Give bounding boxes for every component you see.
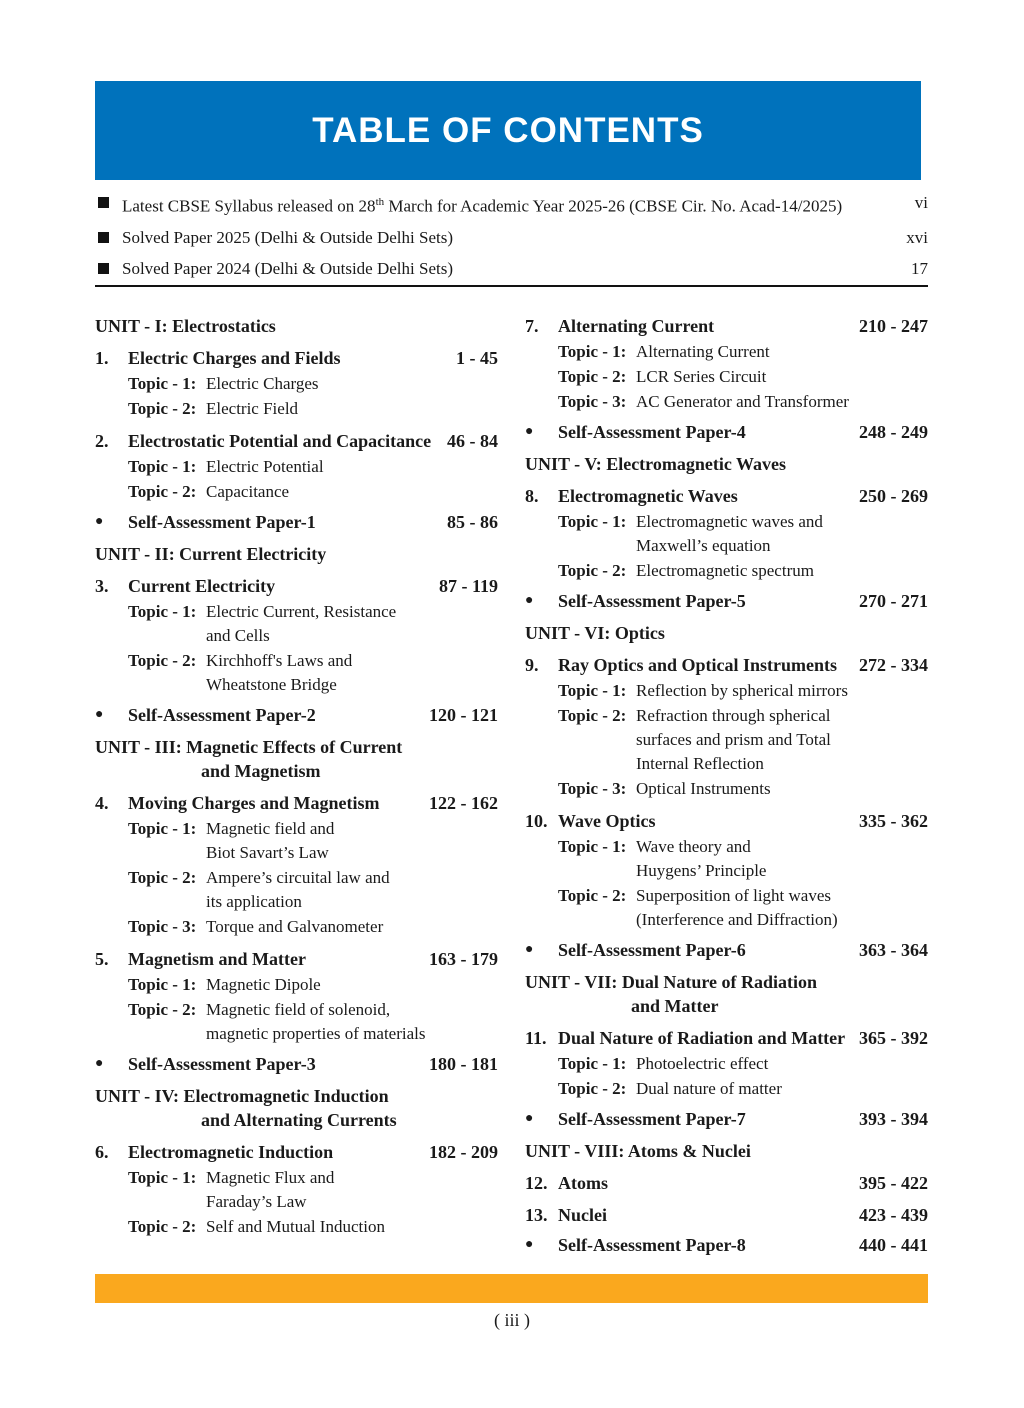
topic-text bbox=[206, 372, 498, 396]
chapter-page-range: 335 - 362 bbox=[859, 811, 928, 831]
chapter-title: Nuclei bbox=[558, 1205, 607, 1225]
self-assessment-page-range: 393 - 394 bbox=[859, 1109, 928, 1129]
topic-text bbox=[636, 510, 928, 558]
front-matter-item bbox=[95, 258, 928, 279]
topic-text-line: Wheatstone Bridge bbox=[206, 675, 337, 694]
topic-label: Topic - 1: bbox=[558, 1054, 627, 1073]
topic-row bbox=[525, 390, 928, 414]
topic-text-line: Magnetic Dipole bbox=[206, 975, 321, 994]
topic-text bbox=[206, 915, 498, 939]
topic-row bbox=[525, 1052, 928, 1076]
topic-text-line: Magnetic field of solenoid, bbox=[206, 1000, 391, 1019]
chapter-page-range: 395 - 422 bbox=[859, 1173, 928, 1193]
topic-row bbox=[95, 1215, 498, 1239]
topic-text-line: AC Generator and Transformer bbox=[636, 392, 849, 411]
unit-heading bbox=[95, 1084, 498, 1132]
topic-text-line: Dual nature of matter bbox=[636, 1079, 782, 1098]
topic-text bbox=[636, 777, 928, 801]
topic-text-line: Reflection by spherical mirrors bbox=[636, 681, 848, 700]
chapter-title: Electrostatic Potential and Capacitance bbox=[128, 431, 432, 451]
topic-row bbox=[525, 835, 928, 883]
topic-row bbox=[525, 365, 928, 389]
topic-text-line: Alternating Current bbox=[636, 342, 770, 361]
chapter-number: 11. bbox=[525, 1028, 547, 1048]
topic-text-line: Electric Potential bbox=[206, 457, 324, 476]
topic-row bbox=[95, 455, 498, 479]
topic-text bbox=[636, 365, 928, 389]
topic-row bbox=[95, 372, 498, 396]
topic-label: Topic - 2: bbox=[558, 367, 627, 386]
topic-text bbox=[636, 704, 928, 776]
topic-label: Topic - 1: bbox=[558, 681, 627, 700]
unit-heading-line: UNIT - II: Current Electricity bbox=[95, 544, 327, 564]
page-title: TABLE OF CONTENTS bbox=[312, 110, 704, 150]
topic-text-line: Torque and Galvanometer bbox=[206, 917, 384, 936]
front-matter-page: vi bbox=[914, 193, 928, 212]
superscript-text: th bbox=[375, 196, 385, 208]
front-matter-text: Latest CBSE Syllabus released on 28 bbox=[122, 196, 376, 216]
toc-right-column bbox=[525, 306, 928, 1259]
topic-text bbox=[636, 1052, 928, 1076]
unit-heading-line: UNIT - III: Magnetic Effects of Current bbox=[95, 737, 403, 757]
topic-text bbox=[636, 390, 928, 414]
topic-text-line: (Interference and Diffraction) bbox=[636, 910, 838, 929]
circle-bullet-icon: ● bbox=[525, 593, 534, 608]
chapter-row bbox=[525, 484, 928, 508]
square-bullet-icon bbox=[98, 263, 109, 274]
unit-heading-line: UNIT - V: Electromagnetic Waves bbox=[525, 454, 786, 474]
topic-label: Topic - 2: bbox=[558, 706, 627, 725]
front-matter-label bbox=[122, 258, 911, 279]
unit-heading-line: UNIT - I: Electrostatics bbox=[95, 316, 276, 336]
self-assessment-row bbox=[525, 938, 928, 962]
circle-bullet-icon: ● bbox=[525, 1111, 534, 1126]
self-assessment-title: Self-Assessment Paper-4 bbox=[558, 422, 746, 442]
topic-label: Topic - 3: bbox=[558, 779, 627, 798]
topic-text-line: Magnetic field and bbox=[206, 819, 335, 838]
self-assessment-row bbox=[95, 1052, 498, 1076]
topic-text-line: Internal Reflection bbox=[636, 754, 764, 773]
chapter-number: 9. bbox=[525, 655, 539, 675]
unit-heading bbox=[525, 621, 928, 645]
topic-text-line: Magnetic Flux and bbox=[206, 1168, 335, 1187]
self-assessment-row bbox=[525, 1107, 928, 1131]
self-assessment-title: Self-Assessment Paper-5 bbox=[558, 591, 746, 611]
topic-label: Topic - 1: bbox=[558, 512, 627, 531]
topic-text bbox=[206, 455, 498, 479]
divider-rule bbox=[95, 285, 928, 287]
unit-heading-line: UNIT - VI: Optics bbox=[525, 623, 665, 643]
chapter-number: 13. bbox=[525, 1205, 548, 1225]
chapter-page-range: 210 - 247 bbox=[859, 316, 928, 336]
topic-text-line: Self and Mutual Induction bbox=[206, 1217, 385, 1236]
topic-row bbox=[525, 1077, 928, 1101]
toc-left-column bbox=[95, 306, 498, 1259]
chapter-title: Electromagnetic Induction bbox=[128, 1142, 334, 1162]
circle-bullet-icon: ● bbox=[95, 514, 104, 529]
topic-label: Topic - 2: bbox=[128, 399, 197, 418]
self-assessment-title: Self-Assessment Paper-6 bbox=[558, 940, 746, 960]
topic-label: Topic - 1: bbox=[128, 457, 197, 476]
topic-row bbox=[95, 1166, 498, 1214]
topic-text bbox=[206, 973, 498, 997]
topic-label: Topic - 2: bbox=[128, 651, 197, 670]
chapter-number: 12. bbox=[525, 1173, 548, 1193]
topic-text-line: and Cells bbox=[206, 626, 270, 645]
topic-text-line: Electromagnetic spectrum bbox=[636, 561, 814, 580]
page-number: ( iii ) bbox=[494, 1310, 530, 1330]
front-matter-label bbox=[122, 192, 915, 217]
chapter-row bbox=[525, 314, 928, 338]
topic-row bbox=[525, 777, 928, 801]
unit-heading bbox=[95, 314, 498, 338]
chapter-page-range: 272 - 334 bbox=[859, 655, 928, 675]
chapter-page-range: 163 - 179 bbox=[429, 949, 498, 969]
topic-text bbox=[636, 679, 928, 703]
topic-row bbox=[95, 866, 498, 914]
topic-text-line: Electric Current, Resistance bbox=[206, 602, 397, 621]
topic-row bbox=[525, 704, 928, 776]
self-assessment-row bbox=[525, 589, 928, 613]
front-matter-text: Solved Paper 2024 (Delhi & Outside Delhi Sets) bbox=[122, 258, 453, 278]
unit-heading bbox=[95, 735, 498, 783]
self-assessment-row bbox=[525, 420, 928, 444]
topic-label: Topic - 2: bbox=[558, 561, 627, 580]
topic-label: Topic - 1: bbox=[558, 342, 627, 361]
unit-heading bbox=[525, 452, 928, 476]
front-matter-label bbox=[122, 227, 906, 248]
self-assessment-title: Self-Assessment Paper-3 bbox=[128, 1054, 316, 1074]
chapter-page-range: 122 - 162 bbox=[429, 793, 498, 813]
self-assessment-page-range: 363 - 364 bbox=[859, 940, 928, 960]
chapter-page-range: 250 - 269 bbox=[859, 486, 928, 506]
chapter-number: 6. bbox=[95, 1142, 109, 1162]
topic-label: Topic - 2: bbox=[558, 1079, 627, 1098]
self-assessment-page-range: 270 - 271 bbox=[859, 591, 928, 611]
topic-label: Topic - 3: bbox=[558, 392, 627, 411]
topic-label: Topic - 2: bbox=[128, 1000, 197, 1019]
chapter-number: 4. bbox=[95, 793, 109, 813]
self-assessment-row bbox=[95, 510, 498, 534]
chapter-page-range: 87 - 119 bbox=[438, 576, 498, 596]
chapter-page-range: 1 - 45 bbox=[456, 348, 498, 368]
chapter-title: Electric Charges and Fields bbox=[128, 348, 341, 368]
topic-text-line: Photoelectric effect bbox=[636, 1054, 769, 1073]
front-matter-page: xvi bbox=[906, 227, 928, 247]
topic-text bbox=[206, 817, 498, 865]
chapter-row bbox=[525, 1171, 928, 1195]
topic-label: Topic - 1: bbox=[128, 975, 197, 994]
topic-text-line: Huygens’ Principle bbox=[636, 861, 767, 880]
unit-heading-line: UNIT - VIII: Atoms & Nuclei bbox=[525, 1141, 751, 1161]
topic-row bbox=[95, 817, 498, 865]
unit-heading-line: UNIT - VII: Dual Nature of Radiation bbox=[525, 972, 818, 992]
topic-text-line: Refraction through spherical bbox=[636, 706, 831, 725]
topic-label: Topic - 3: bbox=[128, 917, 197, 936]
chapter-row bbox=[95, 791, 498, 815]
chapter-row bbox=[95, 947, 498, 971]
topic-text-line: surfaces and prism and Total bbox=[636, 730, 831, 749]
chapter-title: Electromagnetic Waves bbox=[558, 486, 738, 506]
topic-text-line: Optical Instruments bbox=[636, 779, 771, 798]
topic-text bbox=[206, 866, 498, 914]
topic-text-line: LCR Series Circuit bbox=[636, 367, 767, 386]
front-matter-text: Solved Paper 2025 (Delhi & Outside Delhi Sets) bbox=[122, 227, 453, 247]
topic-text-line: Kirchhoff's Laws and bbox=[206, 651, 353, 670]
square-bullet-icon bbox=[98, 197, 109, 208]
topic-label: Topic - 2: bbox=[128, 482, 197, 501]
header-banner bbox=[95, 81, 921, 180]
topic-row bbox=[95, 915, 498, 939]
self-assessment-page-range: 180 - 181 bbox=[429, 1054, 498, 1074]
toc-columns bbox=[95, 306, 928, 1259]
topic-row bbox=[95, 973, 498, 997]
unit-heading-line: UNIT - IV: Electromagnetic Induction bbox=[95, 1086, 389, 1106]
topic-text-line: Electric Field bbox=[206, 399, 299, 418]
self-assessment-row bbox=[525, 1233, 928, 1257]
topic-text bbox=[636, 559, 928, 583]
chapter-page-range: 423 - 439 bbox=[859, 1205, 928, 1225]
topic-label: Topic - 1: bbox=[128, 1168, 197, 1187]
chapter-row bbox=[525, 653, 928, 677]
topic-row bbox=[95, 998, 498, 1046]
chapter-title: Dual Nature of Radiation and Matter bbox=[558, 1028, 846, 1048]
topic-label: Topic - 1: bbox=[128, 819, 197, 838]
topic-text bbox=[206, 1215, 498, 1239]
unit-heading-line: and Alternating Currents bbox=[201, 1110, 397, 1130]
front-matter-list bbox=[95, 192, 928, 289]
unit-heading bbox=[95, 542, 498, 566]
topic-row bbox=[95, 649, 498, 697]
topic-text bbox=[206, 480, 498, 504]
topic-text bbox=[636, 884, 928, 932]
topic-text bbox=[206, 397, 498, 421]
chapter-row bbox=[95, 429, 498, 453]
chapter-row bbox=[525, 809, 928, 833]
circle-bullet-icon: ● bbox=[95, 1056, 104, 1071]
topic-text-line: Wave theory and bbox=[636, 837, 751, 856]
topic-text bbox=[206, 649, 498, 697]
topic-label: Topic - 2: bbox=[128, 1217, 197, 1236]
chapter-page-range: 182 - 209 bbox=[429, 1142, 498, 1162]
topic-text-line: its application bbox=[206, 892, 302, 911]
square-bullet-icon bbox=[98, 232, 109, 243]
chapter-number: 7. bbox=[525, 316, 539, 336]
self-assessment-page-range: 120 - 121 bbox=[429, 705, 498, 725]
topic-text-line: Faraday’s Law bbox=[206, 1192, 307, 1211]
circle-bullet-icon: ● bbox=[95, 707, 104, 722]
topic-row bbox=[525, 884, 928, 932]
chapter-title: Current Electricity bbox=[128, 576, 276, 596]
topic-label: Topic - 1: bbox=[558, 837, 627, 856]
footer-bar bbox=[95, 1274, 928, 1303]
topic-row bbox=[95, 397, 498, 421]
chapter-page-range: 365 - 392 bbox=[859, 1028, 928, 1048]
self-assessment-title: Self-Assessment Paper-1 bbox=[128, 512, 316, 532]
self-assessment-page-range: 85 - 86 bbox=[447, 512, 498, 532]
topic-text bbox=[636, 340, 928, 364]
chapter-title: Magnetism and Matter bbox=[128, 949, 306, 969]
topic-label: Topic - 1: bbox=[128, 602, 197, 621]
chapter-row bbox=[525, 1203, 928, 1227]
chapter-number: 5. bbox=[95, 949, 109, 969]
chapter-title: Moving Charges and Magnetism bbox=[128, 793, 380, 813]
chapter-number: 10. bbox=[525, 811, 548, 831]
chapter-title: Alternating Current bbox=[558, 316, 715, 336]
topic-label: Topic - 1: bbox=[128, 374, 197, 393]
topic-row bbox=[525, 340, 928, 364]
front-matter-page: 17 bbox=[911, 258, 928, 278]
topic-text bbox=[206, 1166, 498, 1214]
topic-text-line: Electromagnetic waves and bbox=[636, 512, 823, 531]
unit-heading-line: and Magnetism bbox=[201, 761, 321, 781]
chapter-number: 1. bbox=[95, 348, 109, 368]
self-assessment-page-range: 440 - 441 bbox=[859, 1235, 928, 1255]
chapter-row bbox=[95, 346, 498, 370]
topic-label: Topic - 2: bbox=[558, 886, 627, 905]
front-matter-text: March for Academic Year 2025-26 (CBSE Cir. No. Acad-14/2025) bbox=[384, 196, 843, 216]
unit-heading bbox=[525, 1139, 928, 1163]
topic-text-line: Electric Charges bbox=[206, 374, 319, 393]
chapter-page-range: 46 - 84 bbox=[447, 431, 498, 451]
topic-row bbox=[95, 480, 498, 504]
chapter-row bbox=[525, 1026, 928, 1050]
chapter-number: 3. bbox=[95, 576, 109, 596]
unit-heading-line: and Matter bbox=[631, 996, 719, 1016]
topic-text-line: magnetic properties of materials bbox=[206, 1024, 426, 1043]
topic-label: Topic - 2: bbox=[128, 868, 197, 887]
chapter-title: Ray Optics and Optical Instruments bbox=[558, 655, 838, 675]
front-matter-item bbox=[95, 227, 928, 248]
topic-text-line: Maxwell’s equation bbox=[636, 536, 771, 555]
topic-text bbox=[206, 600, 498, 648]
topic-row bbox=[525, 679, 928, 703]
chapter-row bbox=[95, 574, 498, 598]
topic-row bbox=[525, 559, 928, 583]
circle-bullet-icon: ● bbox=[525, 424, 534, 439]
self-assessment-page-range: 248 - 249 bbox=[859, 422, 928, 442]
chapter-title: Atoms bbox=[558, 1173, 608, 1193]
topic-text bbox=[636, 835, 928, 883]
chapter-title: Wave Optics bbox=[558, 811, 656, 831]
self-assessment-title: Self-Assessment Paper-8 bbox=[558, 1235, 746, 1255]
topic-text-line: Capacitance bbox=[206, 482, 290, 501]
self-assessment-row bbox=[95, 703, 498, 727]
chapter-number: 8. bbox=[525, 486, 539, 506]
topic-text bbox=[206, 998, 498, 1046]
topic-row bbox=[95, 600, 498, 648]
topic-row bbox=[525, 510, 928, 558]
front-matter-item bbox=[95, 192, 928, 217]
self-assessment-title: Self-Assessment Paper-7 bbox=[558, 1109, 746, 1129]
topic-text-line: Biot Savart’s Law bbox=[206, 843, 329, 862]
circle-bullet-icon: ● bbox=[525, 1237, 534, 1252]
topic-text bbox=[636, 1077, 928, 1101]
circle-bullet-icon: ● bbox=[525, 942, 534, 957]
chapter-row bbox=[95, 1140, 498, 1164]
topic-text-line: Superposition of light waves bbox=[636, 886, 832, 905]
self-assessment-title: Self-Assessment Paper-2 bbox=[128, 705, 316, 725]
chapter-number: 2. bbox=[95, 431, 109, 451]
unit-heading bbox=[525, 970, 928, 1018]
topic-text-line: Ampere’s circuital law and bbox=[206, 868, 390, 887]
